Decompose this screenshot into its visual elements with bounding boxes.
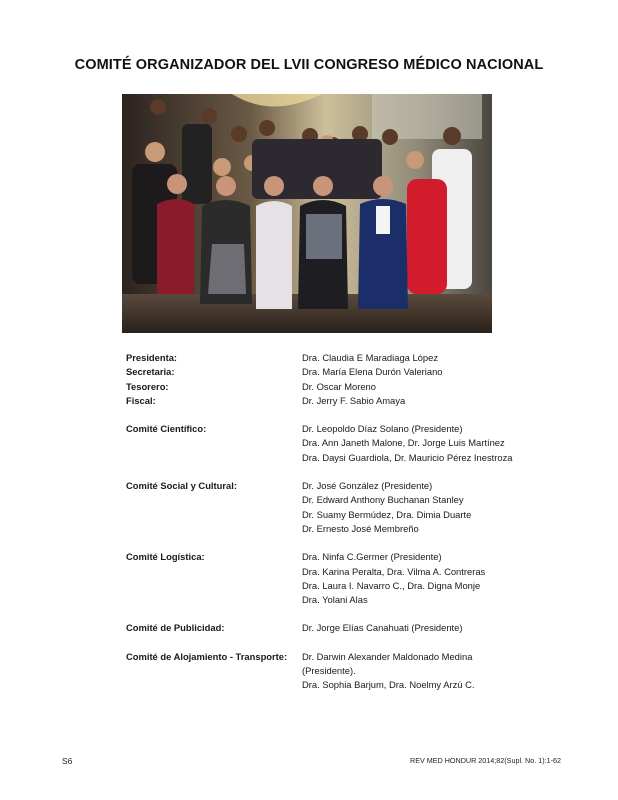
role-label: Presidenta: [126, 352, 178, 363]
member-name: Dr. Suamy Bermúdez, Dra. Dimia Duarte [302, 508, 472, 520]
member-name: Dra. Karina Peralta, Dra. Vilma A. Contreras [302, 565, 486, 577]
role-label: Secretaria: [126, 366, 175, 378]
officer-fiscal [126, 394, 546, 408]
committee-lodging-transport [126, 650, 546, 693]
page-title: COMITÉ ORGANIZADOR DEL LVII CONGRESO MÉDICO NACIONAL [74, 57, 544, 73]
committee-publicity [126, 621, 546, 635]
role-label: Comité Científico: [126, 423, 207, 435]
role-label: Comité Social y Cultural: [126, 480, 237, 492]
member-name: Dr. Darwin Alexander Maldonado Medina [302, 650, 473, 662]
member-name: Dra. Yolani Alas [302, 594, 368, 606]
member-name: Dra. Ninfa C.Germer (Presidente) [302, 551, 442, 563]
officer-president [126, 351, 546, 365]
member-name: Dra. Claudia E Maradiaga López [302, 352, 439, 363]
member-name: Dr. Jorge Elías Canahuati (Presidente) [302, 622, 463, 634]
member-name: Dr. Oscar Moreno [302, 380, 376, 392]
committee-list [126, 351, 546, 693]
member-name: Dr. Edward Anthony Buchanan Stanley [302, 494, 464, 506]
member-name: Dr. Leopoldo Díaz Solano (Presidente) [302, 423, 463, 435]
committee-logistics [126, 550, 546, 607]
committee-social-cultural [126, 479, 546, 536]
role-label: Comité de Alojamiento - Transporte: [126, 650, 288, 662]
role-label: Tesorero: [126, 380, 169, 392]
role-label: Comité de Publicidad: [126, 622, 225, 634]
officer-secretary [126, 365, 546, 379]
member-name: (Presidente). [302, 665, 356, 677]
member-name: Dra. Sophia Barjum, Dra. Noelmy Arzú C. [302, 679, 475, 691]
role-label: Fiscal: [126, 394, 156, 406]
member-name: Dr. José González (Presidente) [302, 480, 433, 492]
member-name: Dra. María Elena Durón Valeriano [302, 366, 443, 378]
committee-scientific [126, 422, 546, 465]
member-name: Dr. Jerry F. Sabio Amaya [302, 394, 406, 406]
journal-citation: REV MED HONDUR 2014;82(Supl. No. 1):1-62 [410, 756, 561, 765]
member-name: Dra. Ann Janeth Malone, Dr. Jorge Luis Martínez [302, 437, 505, 449]
group-photo [122, 94, 492, 333]
member-name: Dra. Laura I. Navarro C., Dra. Digna Monje [302, 579, 481, 591]
member-name: Dra. Daysi Guardiola, Dr. Mauricio Pérez Inestroza [302, 451, 513, 463]
role-label: Comité Logística: [126, 551, 205, 563]
officer-treasurer [126, 380, 546, 394]
member-name: Dr. Ernesto José Membreño [302, 522, 419, 534]
page-number: S6 [62, 756, 73, 766]
